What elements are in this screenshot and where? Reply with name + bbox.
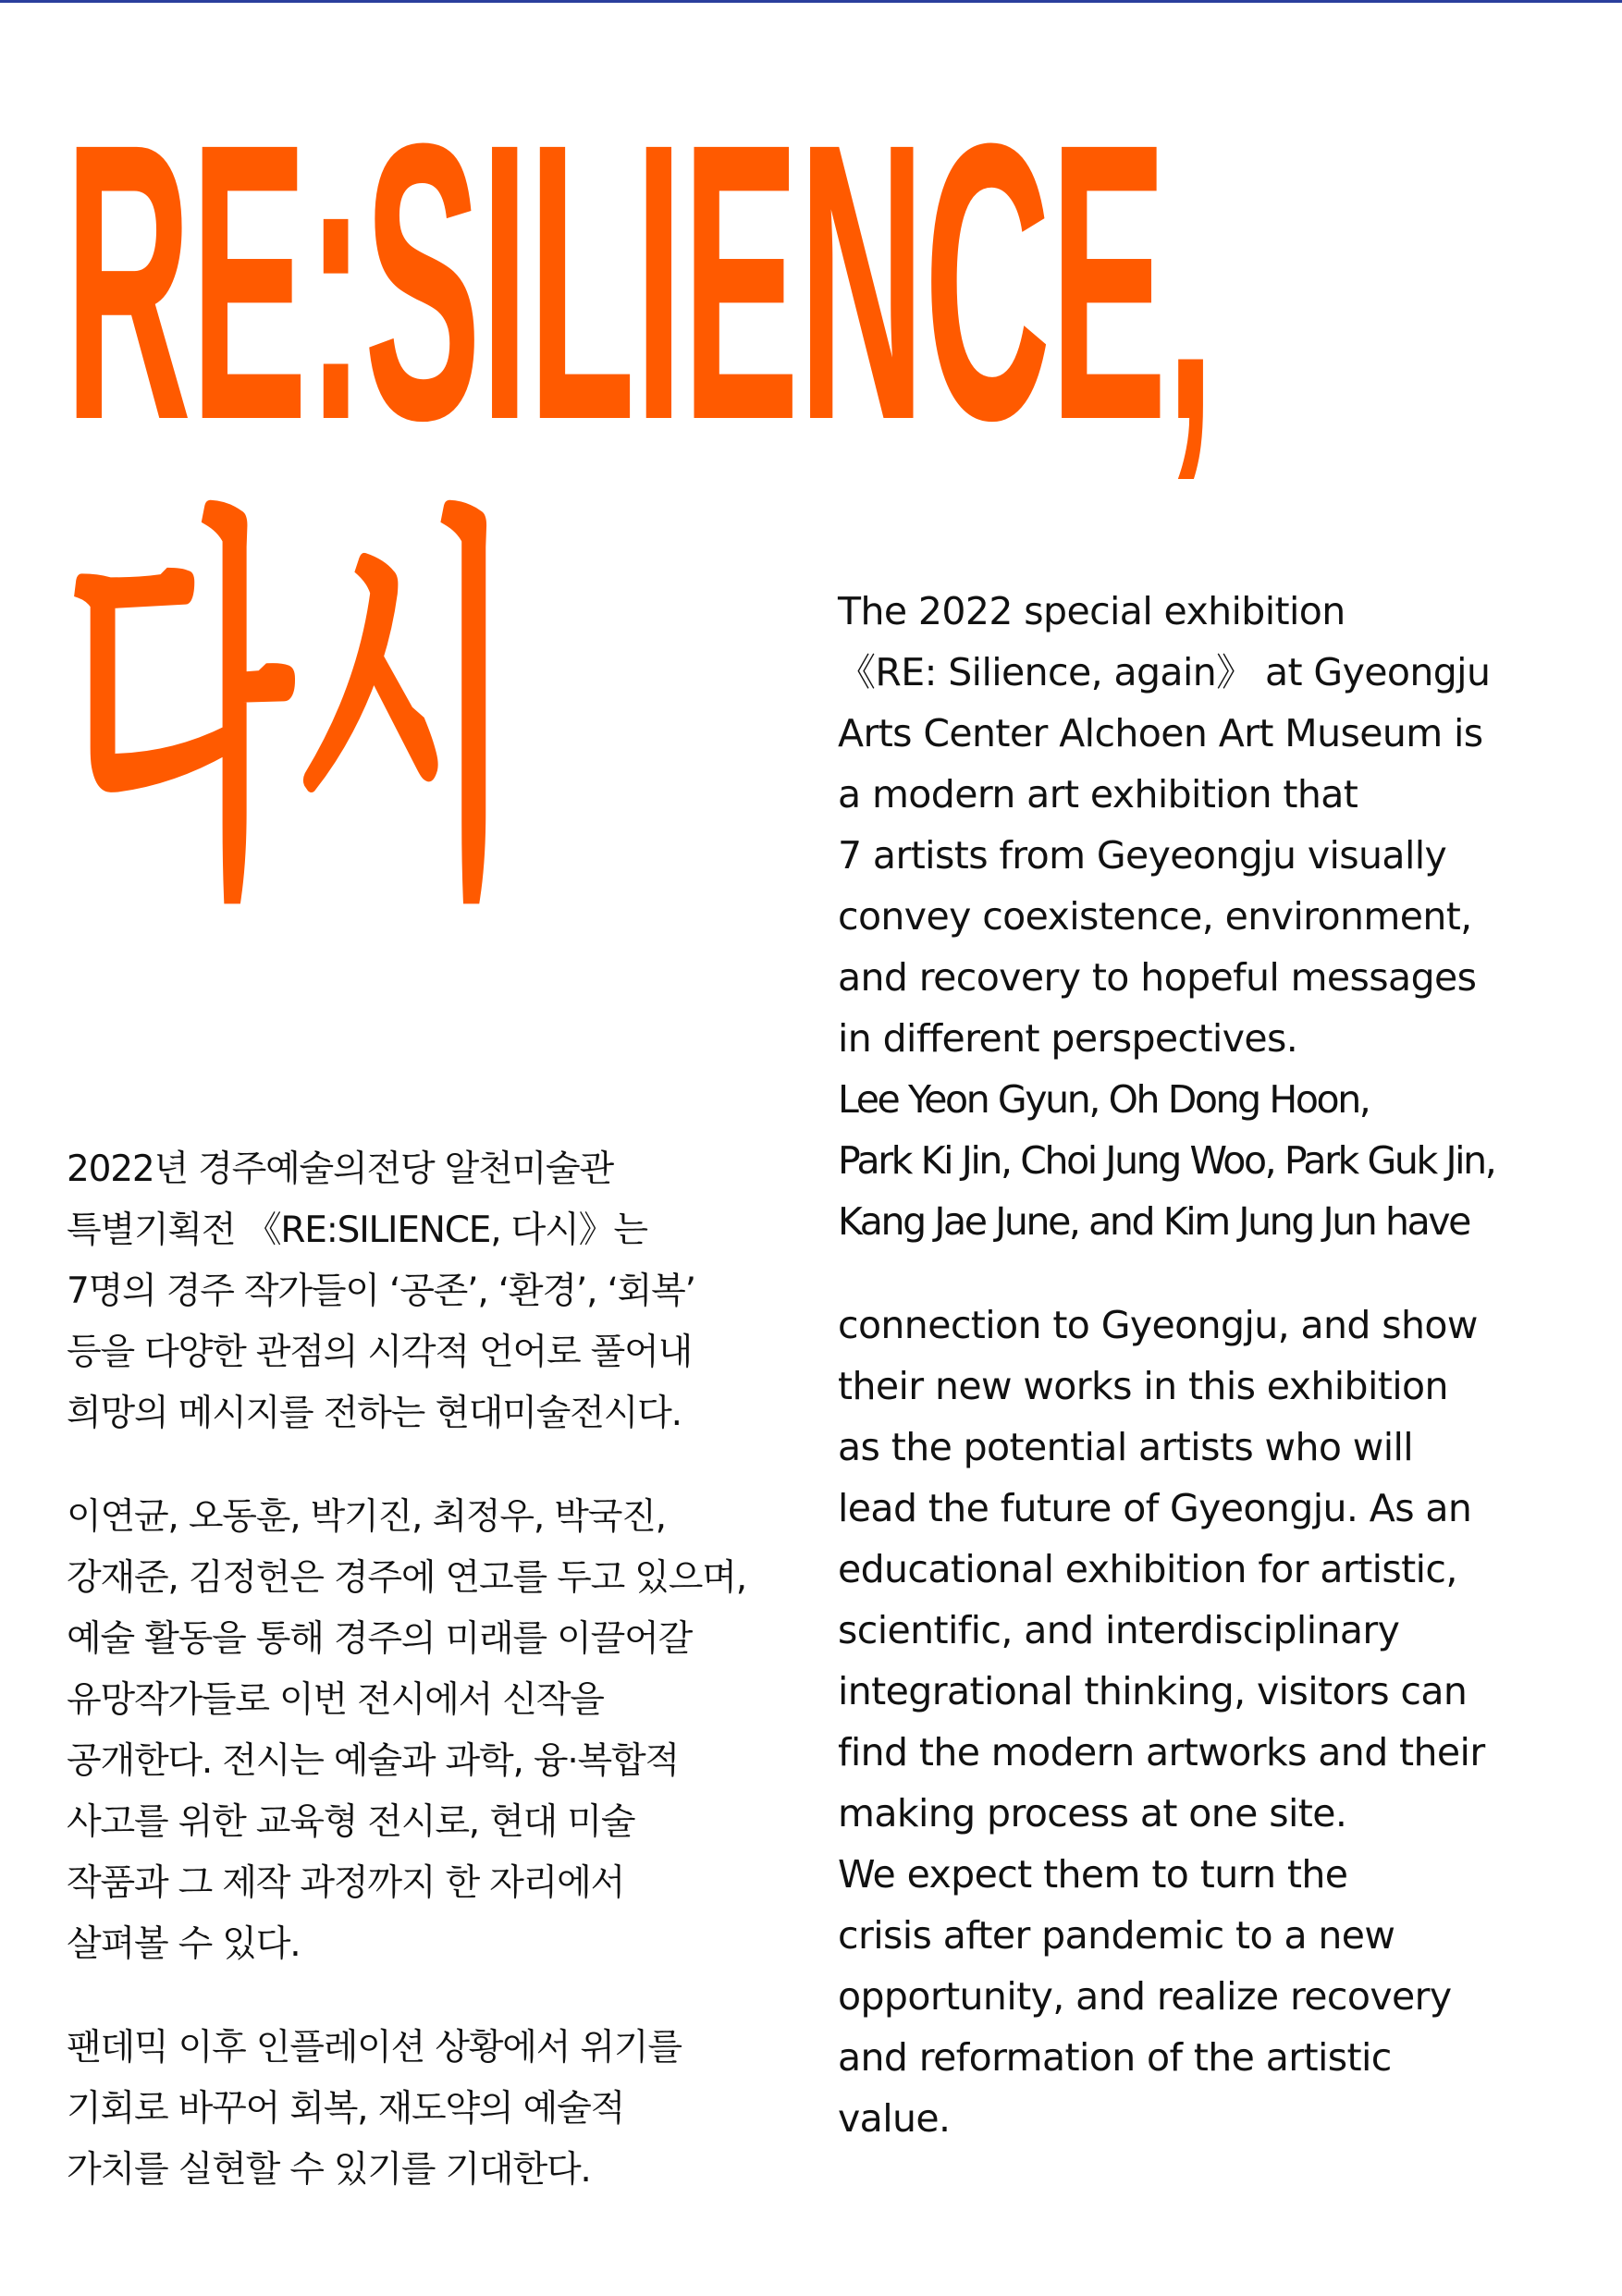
top-rule <box>0 0 1622 3</box>
korean-paragraph-closing: 팬데믹 이후 인플레이션 상황에서 위기를 기회로 바꾸어 회복, 재도약의 예술적 가치를 실현할 수 있기를 기대한다. <box>67 2027 682 2191</box>
english-artist-details: connection to Gyeongju, and show their new works in this exhibition as the potential artists who will lead the future of Gyeongju. As an educational exhibition for artistic, scientific, and interdisciplinary integrational thinking, visitors can find the modern artworks and their making process at one site. <box>838 1303 1485 1836</box>
english-description <box>838 581 1596 2149</box>
english-artist-names: Lee Yeon Gyun, Oh Dong Hoon, Park Ki Jin, Choi Jung Woo, Park Guk Jin, Kang Jae June, and Kim Jung Jun have <box>838 1077 1495 1244</box>
english-paragraph-intro: The 2022 special exhibition 《RE: Silience, again》 at Gyeongju Arts Center Alchoen Art Museum is a modern art exhibition that 7 artists from Geyeongju visually convey coexistence, environment, and recovery to hopeful messages in different perspectives. <box>838 589 1491 1061</box>
korean-paragraph-artists: 이연균, 오동훈, 박기진, 최정우, 박국진, 강재준, 김정헌은 경주에 연고를 두고 있으며, 예술 활동을 통해 경주의 미래를 이끌어갈 유망작가들로 이번 전시에서 신작을 공개한다. 전시는 예술과 과학, 융·복합적 사고를 위한 교육형 전시로, 현대 미술 작품과 그 제작 과정까지 한 자리에서 살펴볼 수 있다. <box>67 1496 746 1965</box>
title-line-english: RE:SILIENCE, <box>65 62 1214 502</box>
english-paragraph-artists <box>838 1069 1596 1844</box>
korean-paragraph-intro: 2022년 경주예술의전당 알천미술관 특별기획전 《RE:SILIENCE, 다시》는 7명의 경주 작가들이 ‘공존’, ‘환경’, ‘회복’ 등을 다양한 관점의 시각적 언어로 풀어내 희망의 메시지를 전하는 현대미술전시다. <box>67 1148 695 1434</box>
korean-description <box>67 1139 806 2201</box>
title-line-korean: 다시 <box>65 486 519 940</box>
english-paragraph-closing: We expect them to turn the crisis after pandemic to a new opportunity, and realize recovery and reformation of the artistic value. <box>838 1852 1452 2141</box>
